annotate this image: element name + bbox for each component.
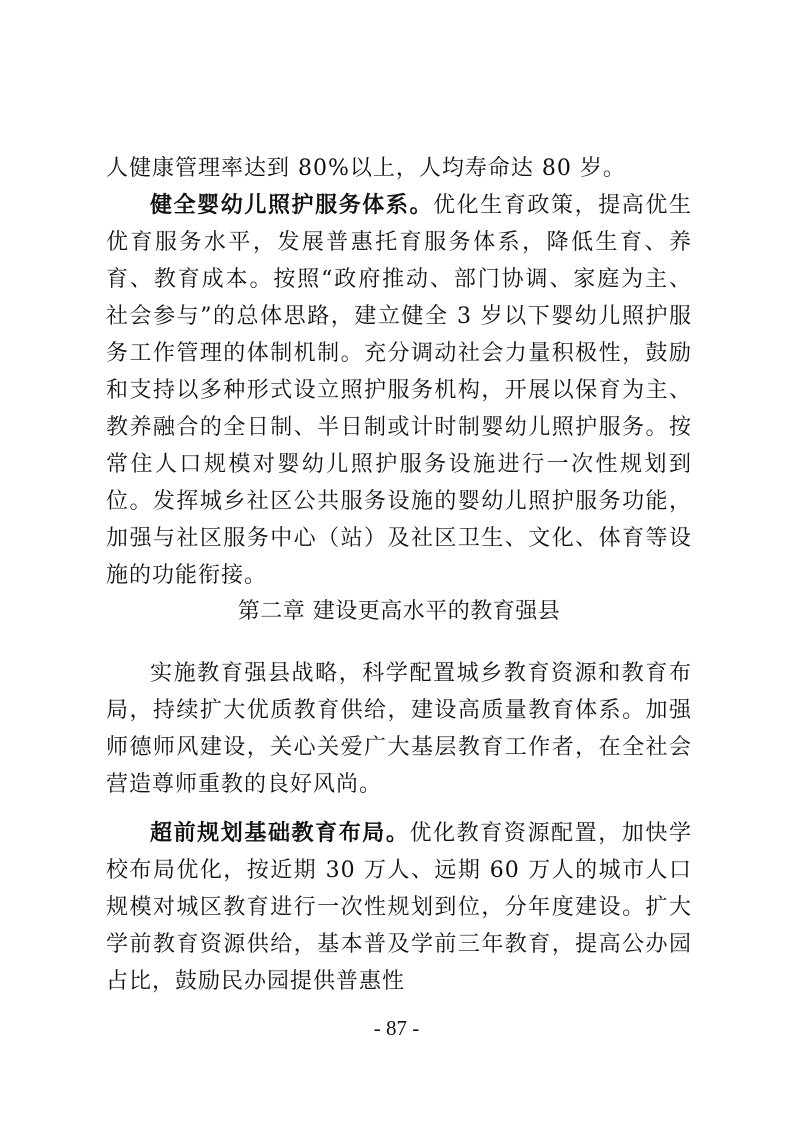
infant-care-body: 优化生育政策，提高优生优育服务水平，发展普惠托育服务体系，降低生育、养育、教育成本。按照“政府推动、部门协调、家庭为主、社会参与”的总体思路，建立健全 3 岁以下婴幼儿照护服务工作管理的体制机制。充分调动社会力量积极性，鼓励和支持以多种形式设立照护服务机构，开展以保育为主、教养融合的全日制、半日制或计时制婴幼儿照护服务。按常住人口规模对婴幼儿照护服务设施进行一次性规划到位。发挥城乡社区公共服务设施的婴幼儿照护服务功能，加强与社区服务中心（站）及社区卫生、文化、体育等设施的功能衔接。 [106,193,692,588]
chapter-intro-text: 实施教育强县战略，科学配置城乡教育资源和教育布局，持续扩大优质教育供给，建设高质量教育体系。加强师德师风建设，关心关爱广大基层教育工作者，在全社会营造尊师重教的良好风尚。 [106,661,692,797]
education-layout-heading: 超前规划基础教育布局。 [150,821,410,846]
infant-care-heading: 健全婴幼儿照护服务体系。 [150,193,434,218]
education-layout-paragraph [106,815,692,1000]
continuation-paragraph [106,150,692,187]
continuation-text: 人健康管理率达到 80%以上，人均寿命达 80 岁。 [106,156,626,181]
chapter-intro-paragraph [106,655,692,803]
infant-care-paragraph [106,187,692,594]
chapter-title: 第二章 建设更高水平的教育强县 [237,599,561,624]
education-layout-body: 优化教育资源配置，加快学校布局优化，按近期 30 万人、远期 60 万人的城市人口规模对城区教育进行一次性规划到位，分年度建设。扩大学前教育资源供给，基本普及学前三年教育，提高公办园占比，鼓励民办园提供普惠性 [106,821,692,994]
page-number: - 87 - [373,1016,420,1040]
